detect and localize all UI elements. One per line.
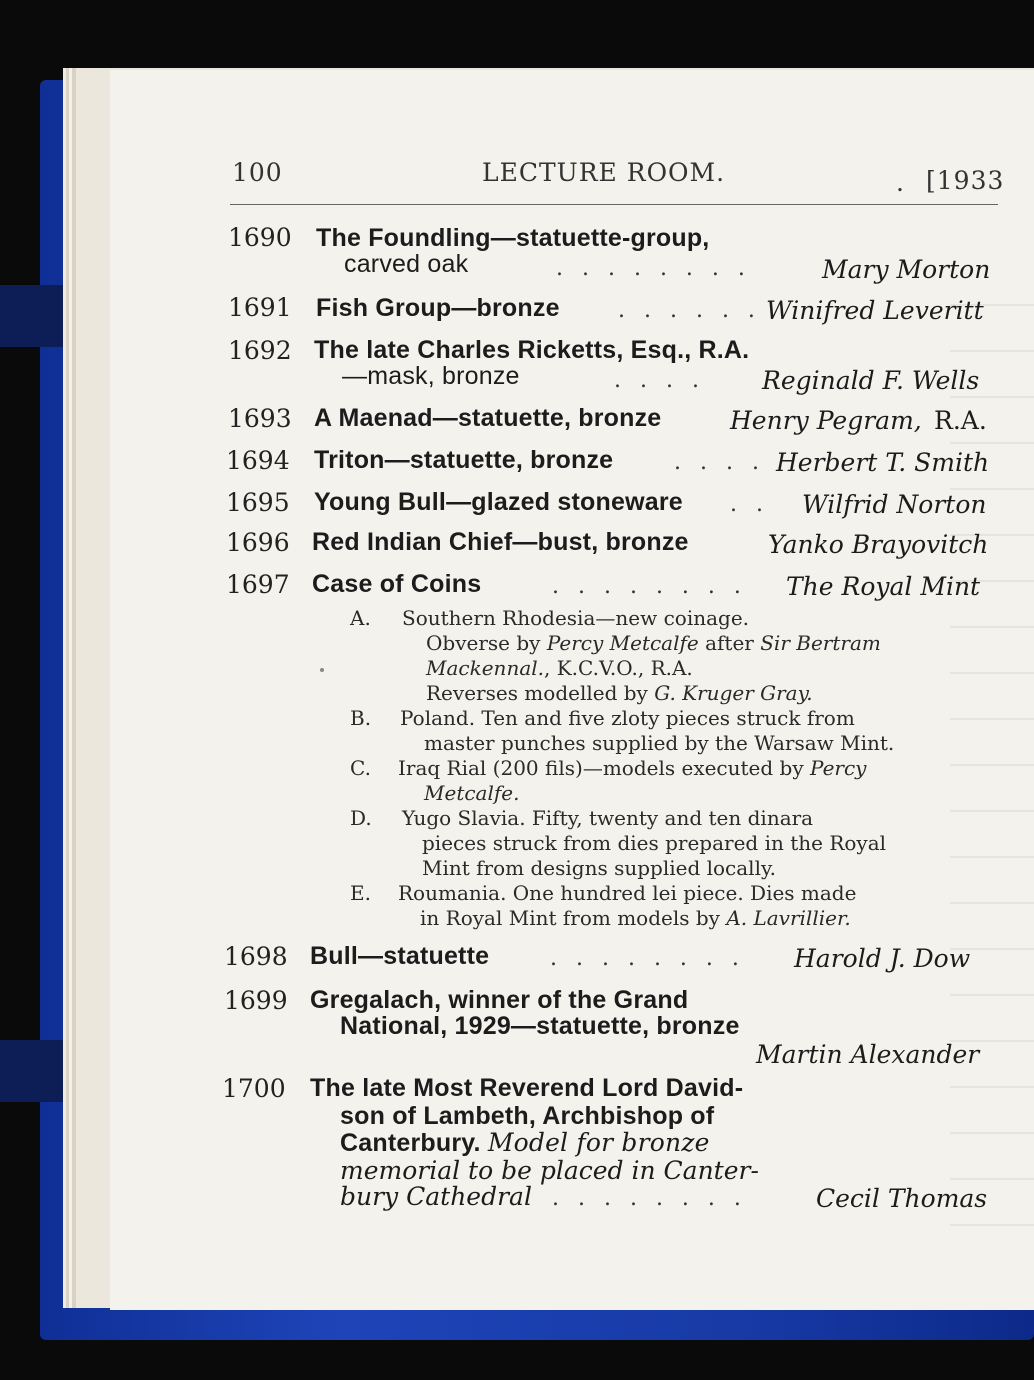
leader-dots: . . . . . . . . (550, 946, 745, 971)
ribbon-tab-upper (0, 285, 80, 347)
entry-title: Fish Group—bronze (316, 294, 560, 322)
page-number: 100 (232, 158, 283, 187)
entry-title-cont: Canterbury. Model for bronze (340, 1128, 710, 1157)
entry-number: 1694 (226, 446, 290, 475)
entry-artist: Cecil Thomas (816, 1184, 988, 1213)
entry-artist: Martin Alexander (756, 1040, 980, 1069)
entry-number: 1700 (222, 1074, 286, 1103)
entry-number: 1692 (228, 336, 292, 365)
entry-title: Case of Coins (312, 570, 482, 598)
subitem-text: pieces struck from dies prepared in the Royal (422, 831, 887, 855)
entry-artist: Herbert T. Smith (776, 448, 990, 477)
entry-title: The Foundling—statuette-group, (316, 224, 710, 252)
subitem-text: master punches supplied by the Warsaw Mint. (424, 731, 895, 755)
entry-artist: Reginald F. Wells (762, 366, 980, 395)
header-year: [1933 (926, 166, 1005, 195)
entry-title: A Maenad—statuette, bronze (314, 404, 662, 432)
entry-title-cont: memorial to be placed in Canter- (340, 1156, 759, 1185)
leader-dots: . . . . . . . . (552, 574, 747, 599)
entry-artist: Winifred Leveritt (766, 296, 984, 325)
stray-mark (320, 668, 324, 672)
ribbon-tab-lower (0, 1040, 80, 1102)
subitem-text: Southern Rhodesia—new coinage. (402, 606, 750, 630)
subitem-letter: C. (350, 756, 371, 780)
entry-title: Bull—statuette (310, 942, 490, 970)
entry-number: 1691 (228, 293, 292, 322)
leader-dots: . . . . . . . . (556, 256, 751, 281)
subitem-text: Reverses modelled by G. Kruger Gray. (426, 681, 813, 705)
entry-artist: The Royal Mint (786, 572, 981, 601)
subitem-text: Metcalfe. (424, 781, 520, 805)
page-title: LECTURE ROOM. (482, 158, 726, 187)
entry-title-cont: carved oak (344, 250, 469, 278)
entry-number: 1695 (226, 488, 290, 517)
entry-number: 1697 (226, 570, 290, 599)
subitem-letter: E. (350, 881, 371, 905)
entry-number: 1690 (228, 223, 292, 252)
entry-number: 1696 (226, 528, 290, 557)
entry-title-cont: bury Cathedral (340, 1182, 532, 1211)
subitem-text: Poland. Ten and five zloty pieces struck from (400, 706, 855, 730)
leader-dots: . . . . . . (618, 298, 761, 323)
subitem-text: Obverse by Percy Metcalfe after Sir Bertram (426, 631, 881, 655)
subitem-letter: A. (350, 606, 371, 630)
entry-number: 1699 (224, 986, 288, 1015)
entry-artist: Harold J. Dow (794, 944, 971, 973)
entry-title: Young Bull—glazed stoneware (314, 488, 683, 516)
entry-title: The late Charles Ricketts, Esq., R.A. (314, 336, 750, 364)
entry-artist: Henry Pegram, (730, 406, 922, 435)
subitem-letter: B. (350, 706, 372, 730)
entry-title-cont: son of Lambeth, Archbishop of (340, 1102, 715, 1130)
subitem-text: in Royal Mint from models by A. Lavrillier. (420, 906, 851, 930)
entry-artist: Mary Morton (822, 255, 991, 284)
leader-dots: . . . . (614, 368, 705, 393)
entry-title: The late Most Reverend Lord David- (310, 1074, 744, 1102)
entry-title-cont: —mask, bronze (342, 362, 520, 390)
header-rule (230, 204, 998, 205)
subitem-text: Mackennal., K.C.V.O., R.A. (426, 656, 693, 680)
leader-dots: . . . . (674, 450, 765, 475)
entry-artist-suffix: R.A. (934, 406, 987, 435)
subitem-text: Mint from designs supplied locally. (422, 856, 776, 880)
entry-title-cont: National, 1929—statuette, bronze (340, 1012, 740, 1040)
entry-artist: Wilfrid Norton (802, 490, 987, 519)
subitem-letter: D. (350, 806, 372, 830)
entry-title: Red Indian Chief—bust, bronze (312, 528, 689, 556)
entry-title: Gregalach, winner of the Grand (310, 986, 689, 1014)
entry-number: 1693 (228, 404, 292, 433)
subitem-text: Yugo Slavia. Fifty, twenty and ten dinara (402, 806, 814, 830)
entry-number: 1698 (224, 942, 288, 971)
leader-dots: . . . . . . . . (552, 1186, 747, 1211)
header-mark: . (896, 168, 905, 197)
entry-artist: Yanko Brayovitch (768, 530, 989, 559)
leader-dots: . . (730, 492, 769, 517)
subitem-text: Iraq Rial (200 fils)—models executed by Percy (398, 756, 867, 780)
subitem-text: Roumania. One hundred lei piece. Dies made (398, 881, 857, 905)
entry-title: Triton—statuette, bronze (314, 446, 614, 474)
